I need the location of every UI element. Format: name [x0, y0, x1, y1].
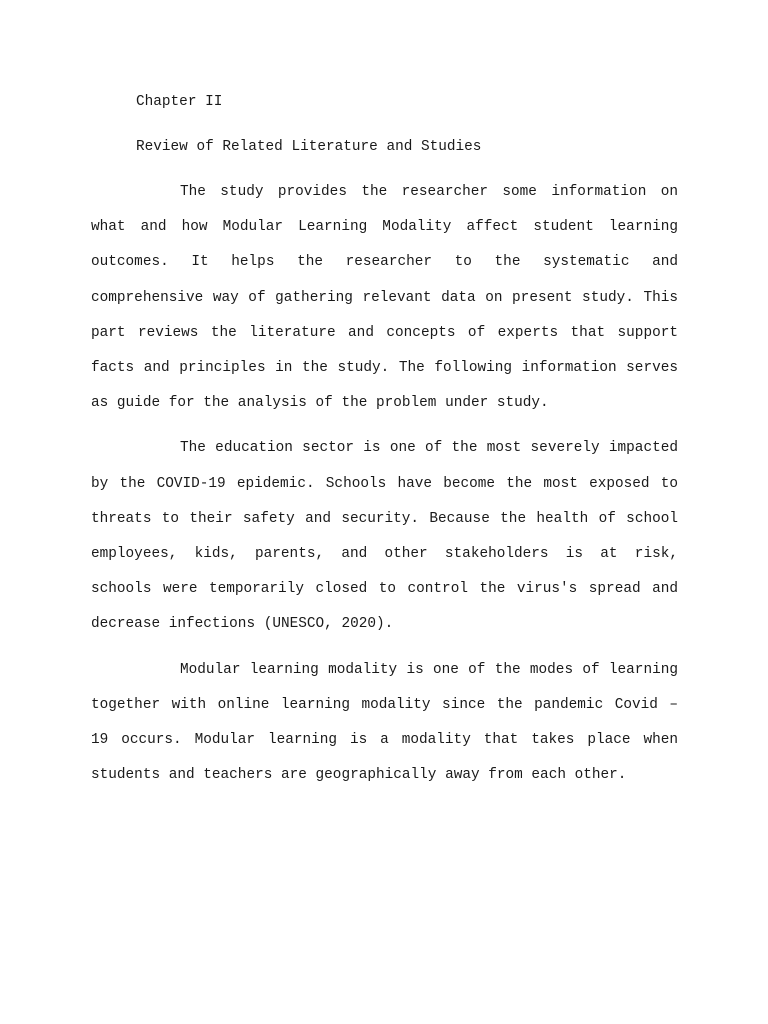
paragraph-3: Modular learning modality is one of the modes of learning together with online learning modality since the pandemic Covid – 19 occurs. Modular learning is a modality that takes place when students and teachers are geographically away from each other.	[91, 661, 678, 784]
body-text	[91, 175, 678, 803]
chapter-heading: Chapter II	[136, 94, 223, 110]
section-title: Review of Related Literature and Studies	[136, 139, 482, 155]
paragraph-1: The study provides the researcher some information on what and how Modular Learning Modality affect student learning outcomes. It helps the researcher to the systematic and comprehensive way of gathering relevant data on present study. This part reviews the literature and concepts of experts that support facts and principles in the study. The following information serves as guide for the analysis of the problem under study.	[91, 184, 678, 412]
paragraph-2: The education sector is one of the most severely impacted by the COVID-19 epidemic. Schools have become the most exposed to threats to their safety and security. Because the health of school employees, kids, parents, and other stakeholders is at risk, schools were temporarily closed to control the virus's spread and decrease infections (UNESCO, 2020).	[91, 440, 678, 633]
